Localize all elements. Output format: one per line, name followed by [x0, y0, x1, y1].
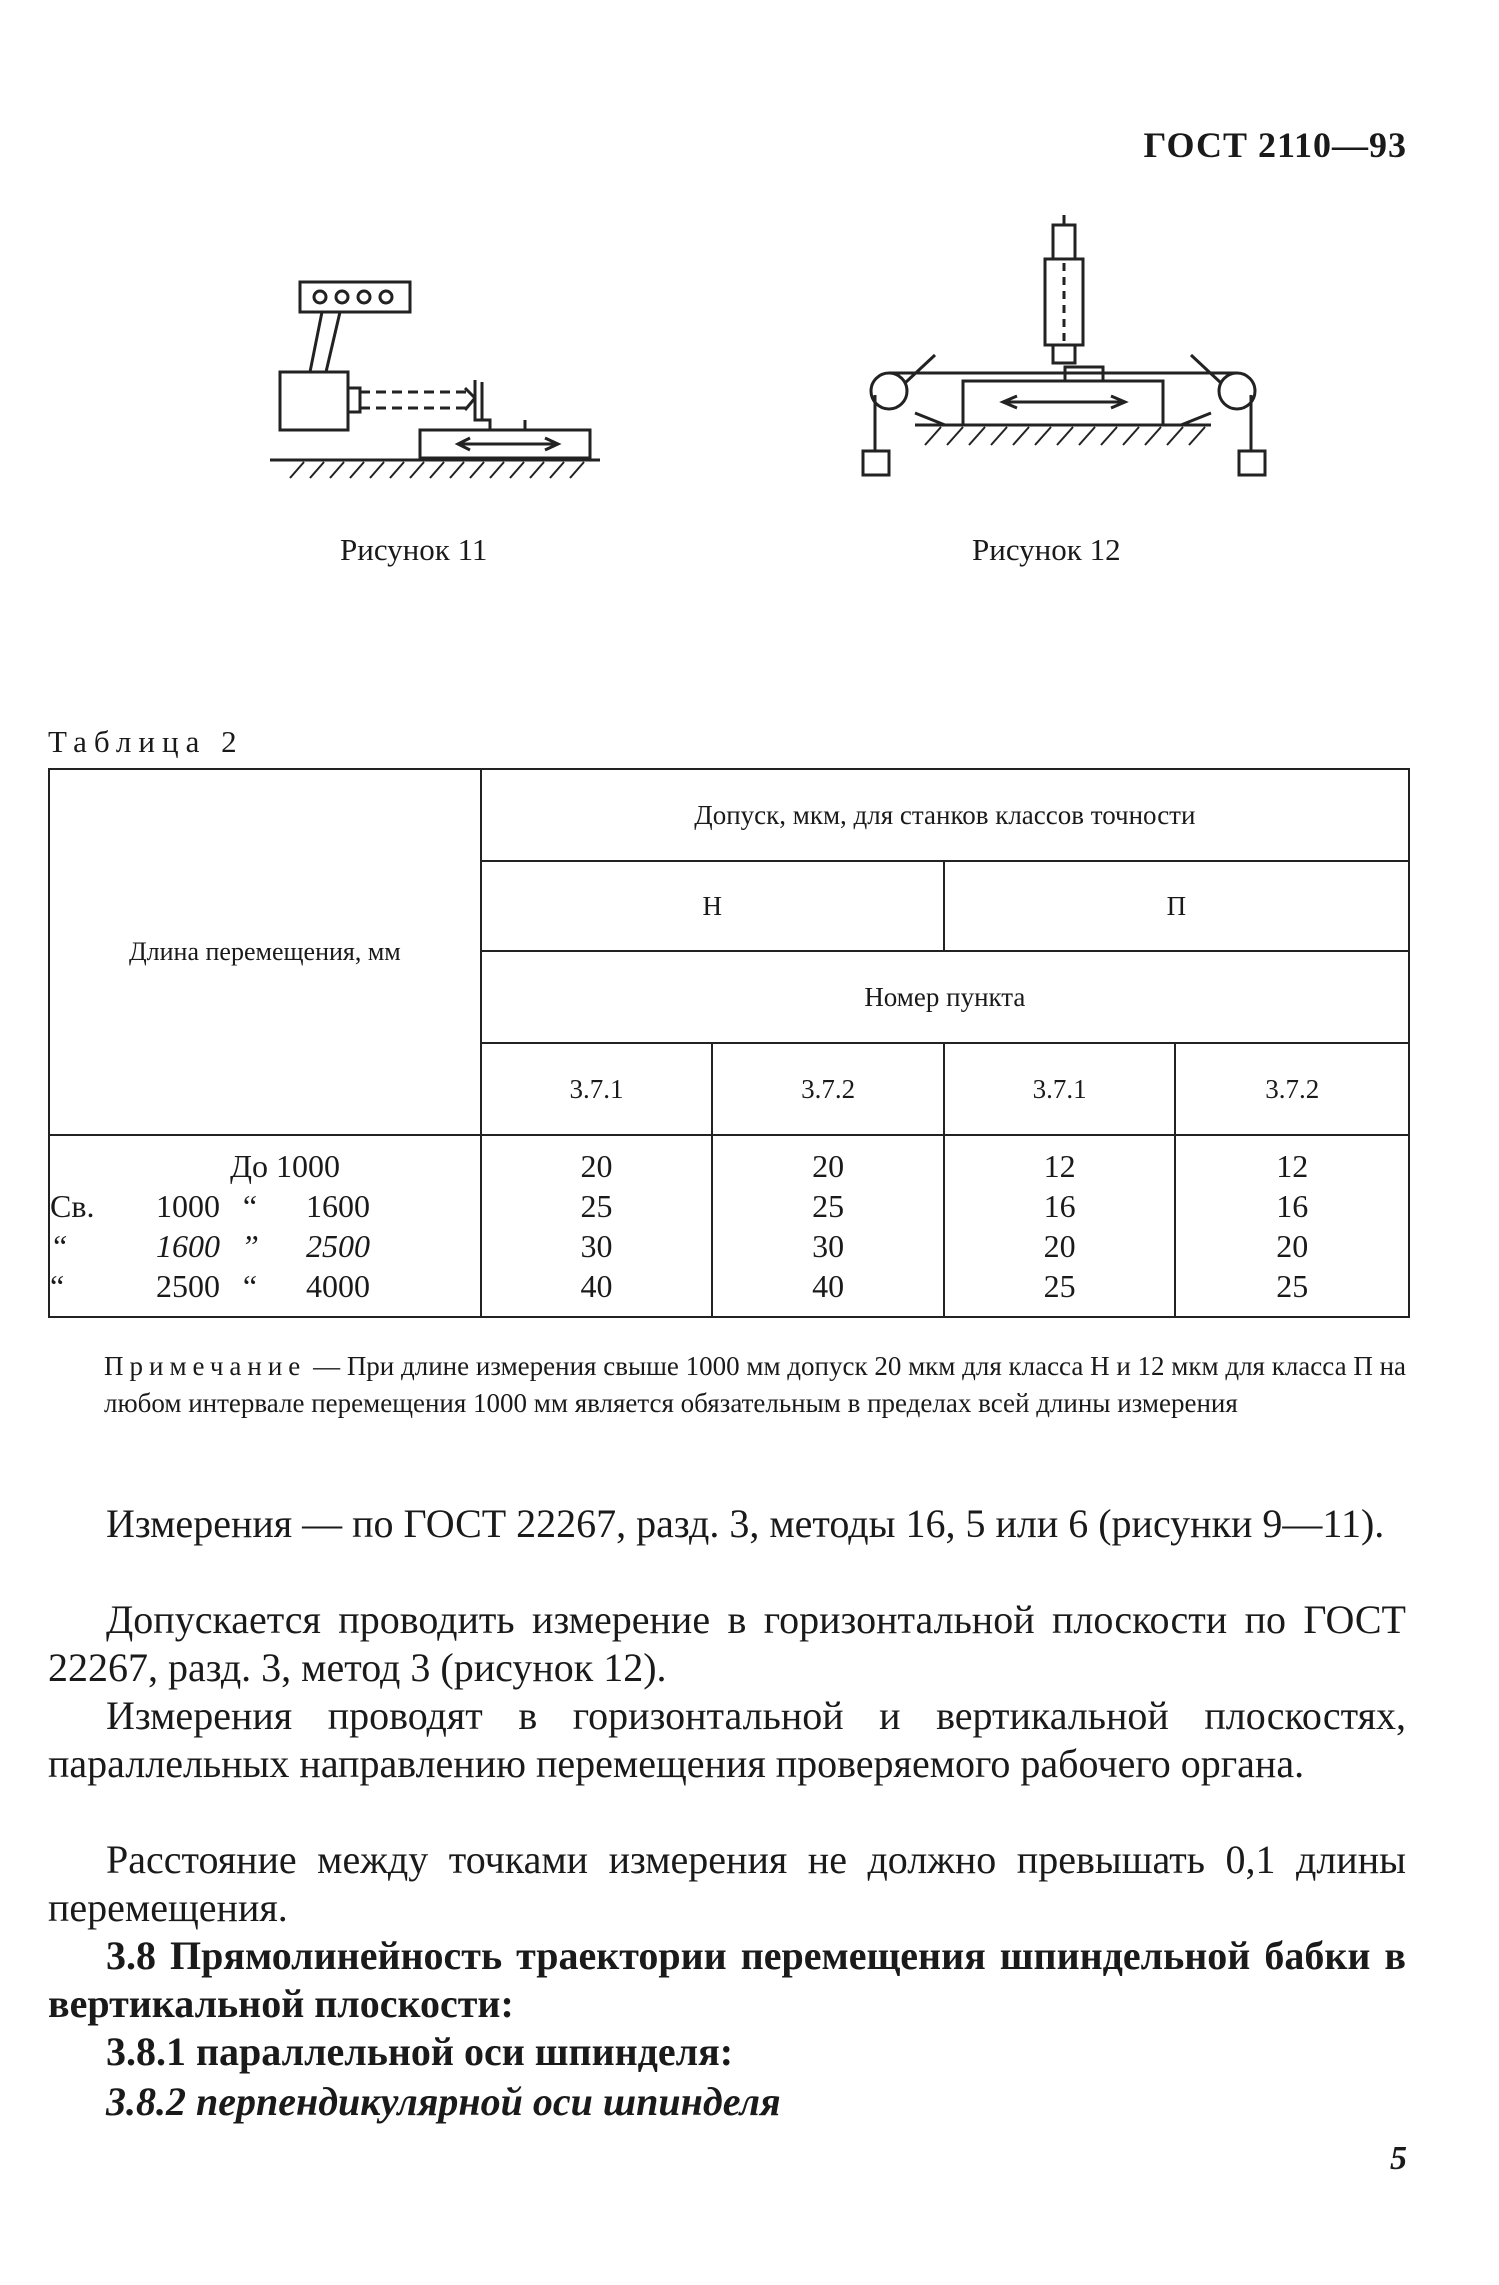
value-cell: 25 [580, 1188, 613, 1224]
range-from: 1600 [156, 1228, 220, 1264]
paragraph-text: Расстояние между точками измерения не должно превышать 0,1 длины перемещения. [48, 1837, 1406, 1930]
note-text: — При длине измерения свыше 1000 мм допуск 20 мкм для класса Н и 12 мкм для класса П на любом интервале перемещения 1000 мм является обязательным в пределах всей длины измерения [104, 1351, 1407, 1418]
class-h-header: Н [481, 861, 944, 951]
paragraph-text: Допускается проводить измерение в горизонтальной плоскости по ГОСТ 22267, разд. 3, метод 3 (рисунок 12). [48, 1597, 1406, 1690]
class-p-header: П [944, 861, 1409, 951]
value-cell: 16 [1276, 1188, 1309, 1224]
range-from: 2500 [156, 1268, 220, 1304]
range-ditto: ” [241, 1228, 259, 1264]
item-number-cell: 3.7.2 [1175, 1043, 1409, 1135]
table-title: Таблица 2 [48, 724, 244, 759]
length-range-row [50, 1226, 480, 1266]
value-cell: 12 [1043, 1148, 1076, 1184]
range-to: 1600 [306, 1188, 370, 1224]
value-cell: 20 [580, 1148, 613, 1184]
paragraph-text: Измерения проводят в горизонтальной и вертикальной плоскостях, параллельных направлению перемещения проверяемого рабочего органа. [48, 1693, 1406, 1786]
length-header: Длина перемещения, мм [49, 769, 481, 1135]
item-number-cell: 3.7.2 [712, 1043, 944, 1135]
value-cell: 16 [1043, 1188, 1076, 1224]
value-cell: 20 [1043, 1228, 1076, 1264]
item-number-cell: 3.7.1 [481, 1043, 713, 1135]
values-column-4 [1175, 1135, 1409, 1317]
range-from: До 1000 [230, 1148, 340, 1184]
length-range-row [50, 1266, 480, 1306]
paragraph [48, 1500, 1406, 1548]
length-range-row [50, 1186, 480, 1226]
section-heading [48, 1932, 1406, 2028]
item-number-cell: 3.7.1 [944, 1043, 1176, 1135]
value-cell: 25 [812, 1188, 845, 1224]
length-ranges [49, 1135, 481, 1317]
document-code: ГОСТ 2110—93 [1143, 125, 1407, 165]
figure-12-caption: Рисунок 12 [972, 532, 1121, 567]
section-item [48, 2028, 1406, 2076]
value-cell: 20 [1276, 1228, 1309, 1264]
length-range-row [50, 1146, 480, 1186]
paragraph [48, 1692, 1406, 1788]
section-title: 3.8 Прямолинейность траектории перемещения шпиндельной бабки в вертикальной плоскости: [48, 1933, 1406, 2026]
page-number: 5 [1390, 2140, 1407, 2177]
section-item-1: 3.8.1 параллельной оси шпинделя: [106, 2029, 734, 2074]
paragraph [48, 1596, 1406, 1692]
value-cell: 40 [580, 1268, 613, 1304]
value-cell: 30 [812, 1228, 845, 1264]
values-column-1 [481, 1135, 713, 1317]
values-column-3 [944, 1135, 1176, 1317]
table-note [104, 1348, 1406, 1422]
value-cell: 40 [812, 1268, 845, 1304]
range-from: 1000 [156, 1188, 220, 1224]
values-column-2 [712, 1135, 944, 1317]
range-prefix: “ [50, 1228, 68, 1264]
paragraph [48, 1836, 1406, 1932]
range-prefix: Св. [50, 1188, 95, 1224]
range-prefix [50, 1146, 140, 1186]
value-cell: 12 [1276, 1148, 1309, 1184]
range-to: 2500 [306, 1228, 370, 1264]
value-cell: 25 [1043, 1268, 1076, 1304]
range-ditto: “ [242, 1188, 258, 1224]
range-prefix: “ [50, 1268, 65, 1304]
value-cell: 20 [812, 1148, 845, 1184]
tolerance-header: Допуск, мкм, для станков классов точности [481, 769, 1409, 861]
figure-11-drawing [270, 270, 610, 500]
tolerance-table [48, 768, 1410, 1318]
note-label: Примечание [104, 1351, 307, 1381]
range-ditto: “ [242, 1268, 258, 1304]
figure-11-caption: Рисунок 11 [340, 532, 488, 567]
figure-12-drawing [855, 215, 1275, 485]
section-item [48, 2078, 1406, 2126]
value-cell: 25 [1276, 1268, 1309, 1304]
range-to: 4000 [306, 1268, 370, 1304]
value-cell: 30 [580, 1228, 613, 1264]
section-item-2: 3.8.2 перпендикулярной оси шпинделя [106, 2079, 781, 2124]
item-number-header: Номер пункта [481, 951, 1409, 1043]
paragraph-text: Измерения — по ГОСТ 22267, разд. 3, методы 16, 5 или 6 (рисунки 9—11). [106, 1501, 1385, 1546]
